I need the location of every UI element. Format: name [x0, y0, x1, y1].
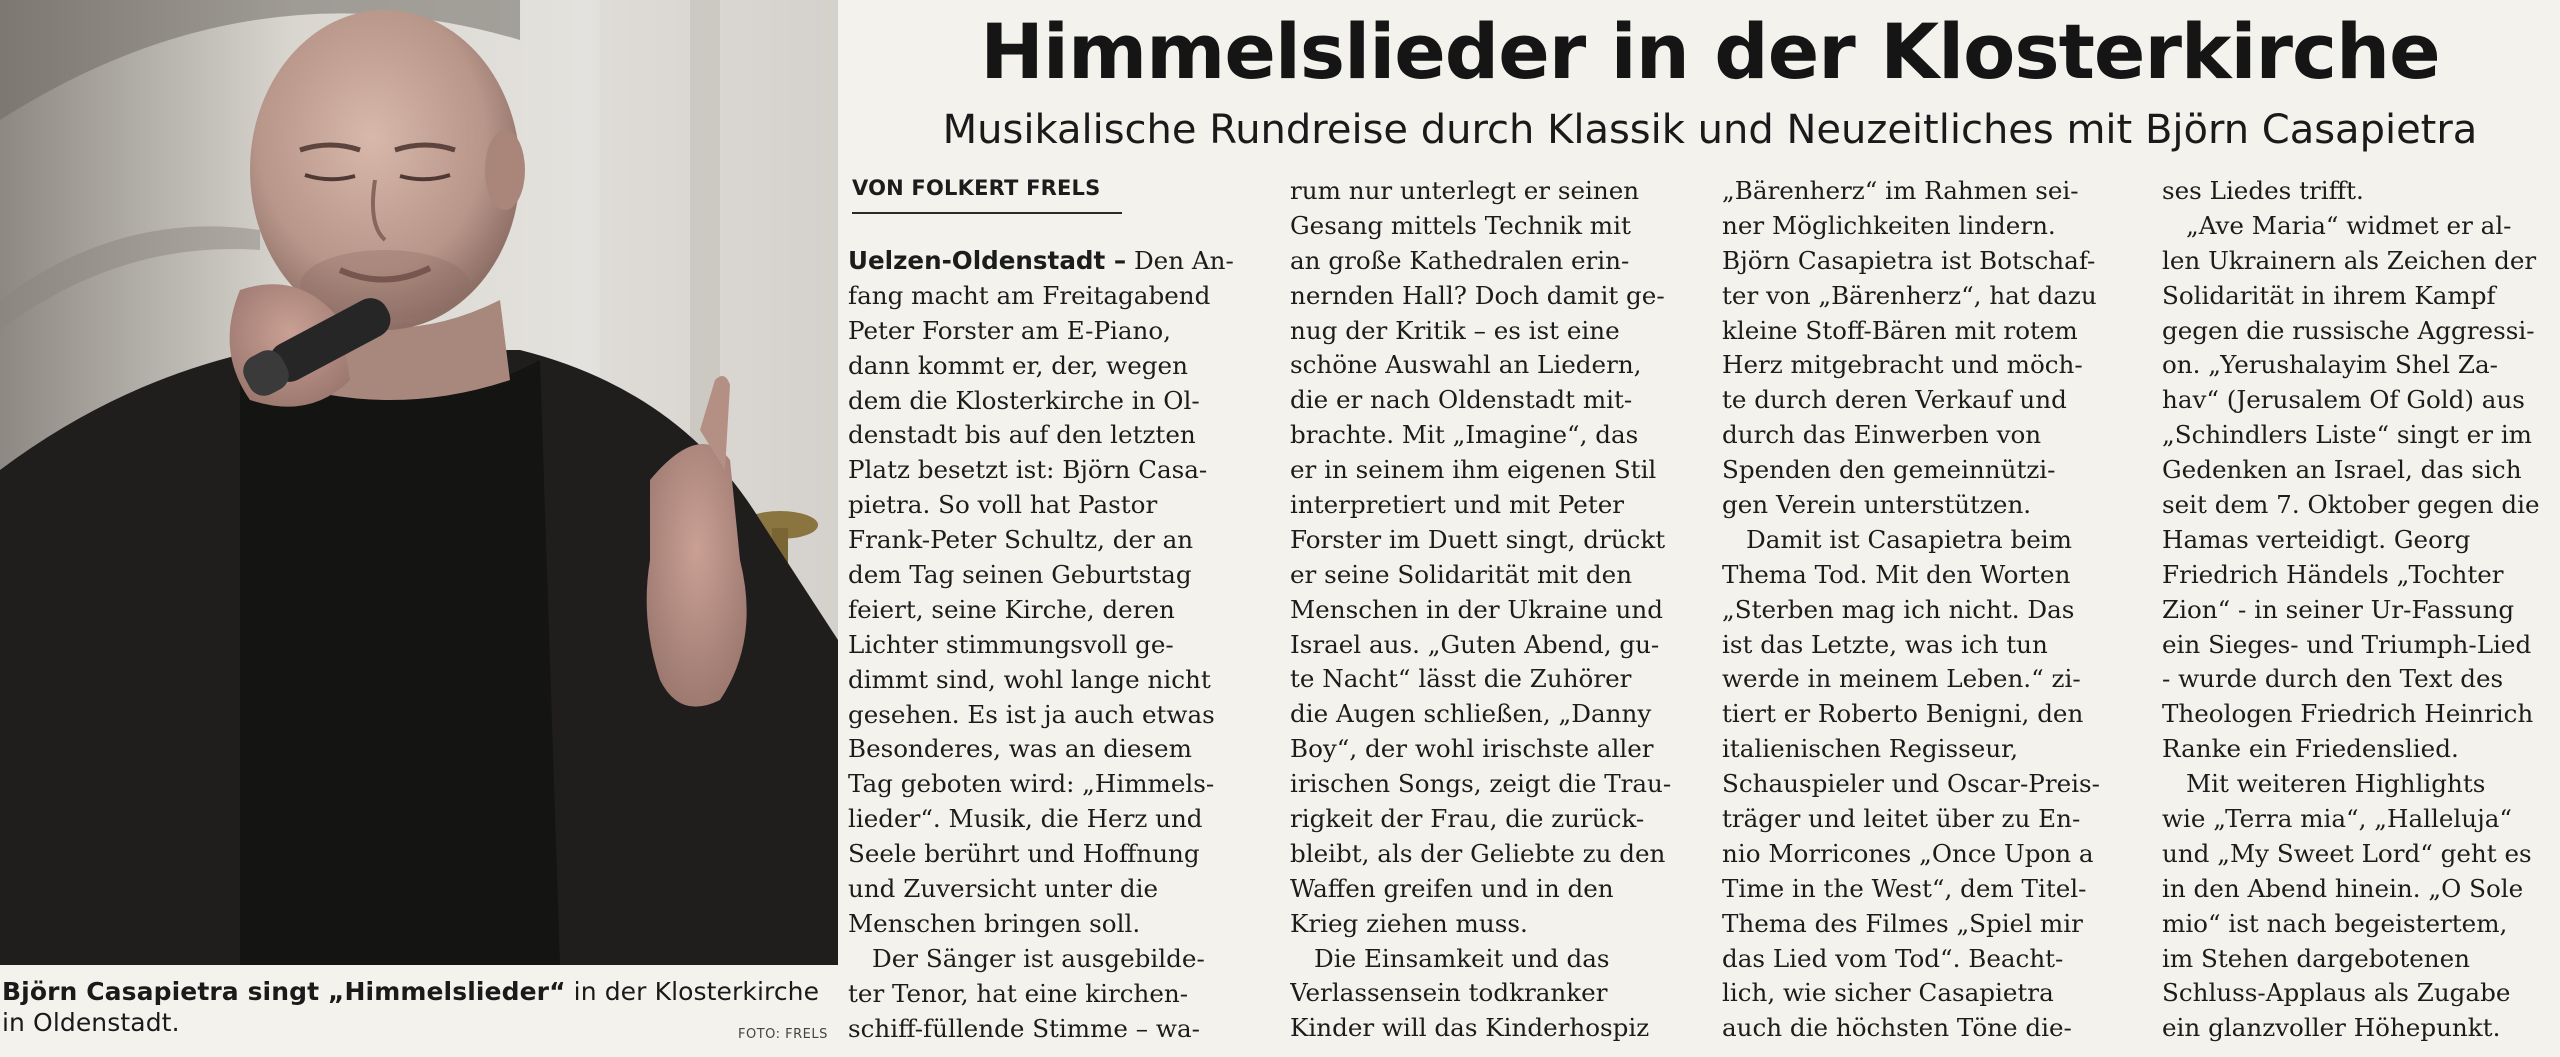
column-line: schiff-füllende Stimme – wa- — [848, 1013, 1200, 1043]
column-line: Seele berührt und Hoffnung — [848, 839, 1200, 869]
column-line: die er nach Oldenstadt mit- — [1290, 385, 1633, 415]
column-line: Platz besetzt ist: Björn Casa- — [848, 455, 1208, 485]
column-line: Ranke ein Friedenslied. — [2162, 734, 2459, 764]
column-line: irischen Songs, zeigt die Trau- — [1290, 769, 1672, 799]
column-line: Forster im Duett singt, drückt — [1290, 524, 1666, 554]
text-column-2 — [1290, 174, 1694, 1046]
column-line: „Ave Maria“ widmet er al- — [2186, 210, 2512, 240]
column-line: Gesang mittels Technik mit — [1290, 210, 1631, 240]
column-line: im Stehen dargebotenen — [2162, 943, 2471, 973]
subheadline: Musikalische Rundreise durch Klassik und Neuzeitliches mit Björn Casapietra — [942, 107, 2478, 153]
column-line: dem Tag seinen Geburtstag — [848, 560, 1192, 590]
column-line: Der Sänger ist ausgebilde- — [872, 943, 1205, 973]
column-line-text: Den An- — [1133, 246, 1234, 275]
column-line: rum nur unterlegt er seinen — [1290, 176, 1640, 205]
column-line: Thema des Filmes „Spiel mir — [1722, 908, 2083, 938]
text-column-4 — [2162, 174, 2558, 1046]
column-line: Zion“ - in seiner Ur-Fassung — [2162, 594, 2515, 624]
column-line: Schauspieler und Oscar-Preis- — [1722, 769, 2100, 799]
column-line: Björn Casapietra ist Botschaf- — [1722, 245, 2096, 275]
column-line: Thema Tod. Mit den Worten — [1722, 559, 2071, 589]
column-line: er seine Solidarität mit den — [1290, 559, 1633, 589]
text-column-3 — [1722, 174, 2134, 1046]
text-column-1 — [848, 244, 1256, 1046]
photo-credit: FOTO: FRELS — [738, 1027, 828, 1042]
column-line: werde in meinem Leben.“ zi- — [1722, 664, 2081, 694]
caption-bold-text: Björn Casapietra singt „Himmelslieder“ — [2, 977, 566, 1006]
column-line: Herz mitgebracht und möch- — [1722, 350, 2083, 380]
column-line: Tag geboten wird: „Himmels- — [848, 769, 1215, 799]
column-line — [848, 244, 1256, 279]
column-line: brachte. Mit „Imagine“, das — [1290, 420, 1639, 450]
column-line: feiert, seine Kirche, deren — [848, 594, 1175, 624]
column-line: gegen die russische Aggressi- — [2162, 315, 2535, 345]
column-line: auch die höchsten Töne die- — [1722, 1013, 2072, 1043]
column-line: Krieg ziehen muss. — [1290, 908, 1528, 938]
column-line: die Augen schließen, „Danny — [1290, 699, 1652, 729]
column-line: gen Verein unterstützen. — [1722, 490, 2032, 520]
column-line: fang macht am Freitagabend — [848, 280, 1211, 310]
column-line: Gedenken an Israel, das sich — [2162, 455, 2522, 485]
column-line: Lichter stimmungsvoll ge- — [848, 629, 1174, 659]
column-line: kleine Stoff-Bären mit rotem — [1722, 315, 2078, 345]
column-line: pietra. So voll hat Pastor — [848, 490, 1158, 520]
column-line: Verlassensein todkranker — [1290, 978, 1608, 1008]
headline: Himmelslieder in der Klosterkirche — [980, 7, 2440, 96]
column-line: hav“ (Jerusalem Of Gold) aus — [2162, 385, 2525, 415]
column-line: ner Möglichkeiten lindern. — [1722, 210, 2056, 240]
column-line: - wurde durch den Text des — [2162, 664, 2504, 694]
column-line: Israel aus. „Guten Abend, gu- — [1290, 629, 1660, 659]
column-line: ein glanzvoller Höhepunkt. — [2162, 1013, 2501, 1043]
column-line: lich, wie sicher Casapietra — [1722, 978, 2054, 1008]
column-line: dann kommt er, der, wegen — [848, 350, 1188, 380]
column-line: Schluss-Applaus als Zugabe — [2162, 978, 2511, 1008]
column-line: Waffen greifen und in den — [1290, 873, 1614, 903]
column-line: „Sterben mag ich nicht. Das — [1722, 594, 2075, 624]
column-line: mio“ ist nach begeistertem, — [2162, 908, 2508, 938]
column-line: denstadt bis auf den letzten — [848, 420, 1196, 450]
column-line: dem die Klosterkirche in Ol- — [848, 385, 1200, 415]
column-line: Menschen bringen soll. — [848, 908, 1141, 938]
byline-rule — [852, 212, 1122, 214]
column-line: Hamas verteidigt. Georg — [2162, 524, 2471, 554]
column-line: Spenden den gemeinnützi- — [1722, 455, 2056, 485]
column-line: lieder“. Musik, die Herz und — [848, 804, 1203, 834]
column-line: Die Einsamkeit und das — [1314, 943, 1610, 973]
column-line: Friedrich Händels „Tochter — [2162, 559, 2504, 589]
column-line: „Schindlers Liste“ singt er im — [2162, 420, 2532, 450]
column-line: an große Kathedralen erin- — [1290, 245, 1630, 275]
column-line: Theologen Friedrich Heinrich — [2162, 699, 2534, 729]
column-line: er in seinem ihm eigenen Stil — [1290, 455, 1657, 485]
column-line: Frank-Peter Schultz, der an — [848, 525, 1194, 555]
column-line: te Nacht“ lässt die Zuhörer — [1290, 664, 1632, 694]
column-line: interpretiert und mit Peter — [1290, 490, 1625, 520]
singer-photo — [0, 0, 838, 965]
caption-text: in der Klosterkirche — [565, 977, 820, 1006]
column-line: Solidarität in ihrem Kampf — [2162, 280, 2496, 310]
column-line: Mit weiteren Highlights — [2186, 769, 2486, 799]
column-line: on. „Yerushalayim Shel Za- — [2162, 350, 2498, 380]
column-line: träger und leitet über zu En- — [1722, 804, 2081, 834]
column-line: len Ukrainern als Zeichen der — [2162, 245, 2537, 275]
column-line: ein Sieges- und Triumph-Lied — [2162, 629, 2532, 659]
column-line: ist das Letzte, was ich tun — [1722, 629, 2048, 659]
column-line: ter Tenor, hat eine kirchen- — [848, 978, 1189, 1008]
column-line: Boy“, der wohl irischste aller — [1290, 734, 1654, 764]
column-line: Menschen in der Ukraine und — [1290, 594, 1663, 624]
caption-text-line2: in Oldenstadt. — [2, 1008, 180, 1037]
column-line: ses Liedes trifft. — [2162, 176, 2364, 205]
column-line: Peter Forster am E-Piano, — [848, 315, 1171, 345]
column-line: nug der Kritik – es ist eine — [1290, 315, 1620, 345]
column-line: in den Abend hinein. „O Sole — [2162, 873, 2524, 903]
column-line: ter von „Bärenherz“, hat dazu — [1722, 280, 2097, 310]
column-line: wie „Terra mia“, „Halleluja“ — [2162, 804, 2512, 834]
column-line: Damit ist Casapietra beim — [1746, 524, 2072, 554]
column-line: durch das Einwerben von — [1722, 420, 2042, 450]
column-line: nio Morricones „Once Upon a — [1722, 838, 2094, 868]
column-line: seit dem 7. Oktober gegen die — [2162, 490, 2540, 520]
column-line: italienischen Regisseur, — [1722, 734, 2019, 764]
column-line: dimmt sind, wohl lange nicht — [848, 664, 1211, 694]
column-line: Kinder will das Kinderhospiz — [1290, 1013, 1650, 1043]
column-line: rigkeit der Frau, die zurück- — [1290, 804, 1645, 834]
dateline: Uelzen-Oldenstadt – — [848, 246, 1127, 275]
column-line: tiert er Roberto Benigni, den — [1722, 699, 2084, 729]
column-line: schöne Auswahl an Liedern, — [1290, 350, 1642, 380]
column-line: Time in the West“, dem Titel- — [1722, 873, 2087, 903]
column-line: Besonderes, was an diesem — [848, 734, 1192, 764]
column-line: te durch deren Verkauf und — [1722, 385, 2067, 415]
column-line: „Bärenherz“ im Rahmen sei- — [1722, 176, 2079, 205]
column-line: und „My Sweet Lord“ geht es — [2162, 838, 2532, 868]
column-line: das Lied vom Tod“. Beacht- — [1722, 943, 2064, 973]
photo-caption — [2, 976, 836, 1038]
byline: VON FOLKERT FRELS — [852, 176, 1101, 200]
column-line: gesehen. Es ist ja auch etwas — [848, 699, 1215, 729]
column-line: bleibt, als der Geliebte zu den — [1290, 838, 1666, 868]
column-line: und Zuversicht unter die — [848, 874, 1159, 904]
column-line: nernden Hall? Doch damit ge- — [1290, 280, 1665, 310]
